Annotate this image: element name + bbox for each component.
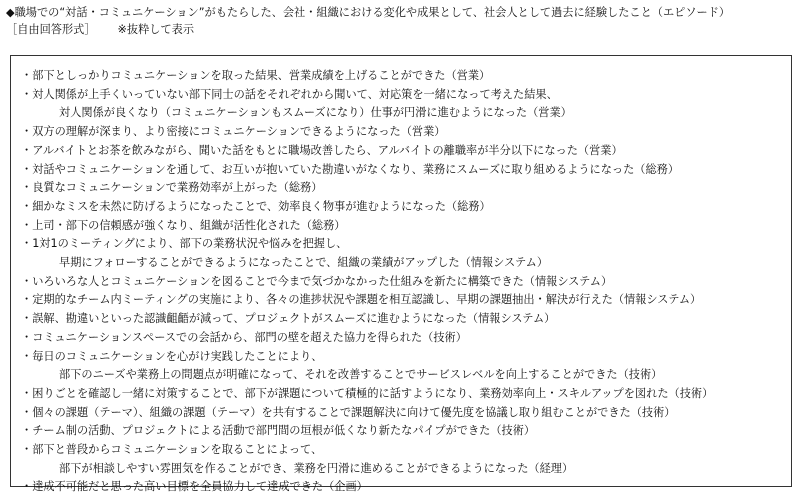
answer-item: ・対人関係が上手くいっていない部下同士の話をそれぞれから聞いて、対応策を一緒になって考えた結果、 (21, 87, 558, 101)
answers-box (10, 55, 792, 494)
survey-header (6, 4, 796, 38)
answer-continuation-line: 部下が相談しやすい雰囲気を作ることができ、業務を円滑に進めることができるようになった（経理） (59, 461, 574, 475)
excerpt-note: ※抜粋して表示 (117, 23, 195, 36)
answer-continuation-line: 早期にフォローすることができるようになったことで、組織の業績がアップした（情報システム） (59, 256, 549, 270)
question-title: ◆職場での“対話・コミュニケーション”がもたらした、会社・組織における変化や成果として、社会人として過去に経験したこと（エピソード） (6, 6, 731, 19)
answer-continuation-line: 対人関係が良くなり（コミュニケーションもスムーズになり）仕事が円滑に進むようになった（営業） (59, 106, 572, 120)
answer-item: ・毎日のコミュニケーションを心がけ実践したことにより、 (21, 349, 323, 363)
answer-item: ・定期的なチーム内ミーティングの実施により、各々の進捗状況や課題を相互認識し、早期の課題抽出・解決が行えた（情報システム） (21, 293, 702, 307)
answer-item: ・チーム制の活動、プロジェクトによる活動で部門間の垣根が低くなり新たなパイプができた（技術） (21, 424, 536, 438)
answer-format-line (6, 21, 796, 38)
answer-item: ・細かなミスを未然に防げるようになったことで、効率良く物事が進むようになった（総務） (21, 199, 491, 213)
answer-item: ・アルバイトとお茶を飲みながら、聞いた話をもとに職場改善したら、アルバイトの離職率が半分以下になった（営業） (21, 143, 623, 157)
answer-list (21, 67, 791, 497)
answer-item: ・双方の理解が深まり、より密接にコミュニケーションできるようになった（営業） (21, 125, 446, 139)
answer-item: ・いろいろな人とコミュニケーションを図ることで今まで気づかなかった仕組みを新たに構築できた（情報システム） (21, 274, 613, 288)
answer-format-label: ［自由回答形式］ (6, 23, 96, 36)
answer-continuation-line: 部下のニーズや業務上の問題点が明確になって、それを改善することでサービスレベルを向上することができた（技術） (59, 368, 663, 382)
answer-item: ・部下と普段からコミュニケーションを取ることによって、 (21, 443, 323, 457)
answer-item: ・1対1のミーティングにより、部下の業務状況や悩みを把握し、 (21, 237, 348, 251)
answer-item: ・コミュニケーションスペースでの会話から、部門の壁を超えた協力を得られた（技術） (21, 330, 467, 344)
answer-item: ・良質なコミュニケーションで業務効率が上がった（総務） (21, 181, 323, 195)
answer-item: ・上司・部下の信頼感が強くなり、組織が活性化された（総務） (21, 218, 346, 232)
answer-item: ・部下としっかりコミュニケーションを取った結果、営業成績を上げることができた（営業） (21, 69, 491, 82)
answer-item: ・達成不可能だと思った高い目標を全員協力して達成できた（企画） (21, 480, 368, 494)
answer-item: ・誤解、勘違いといった認識齟齬が減って、プロジェクトがスムーズに進むようになった（情報システム） (21, 312, 556, 326)
answer-item: ・困りごとを確認し一緒に対策することで、部下が課題について積極的に話すようになり、業務効率向上・スキルアップを図れた（技術） (21, 386, 714, 400)
answer-item: ・対話やコミュニケーションを通して、お互いが抱いていた勘違いがなくなり、業務にスムーズに取り組めるようになった（総務） (21, 162, 680, 176)
answer-item: ・個々の課題（テーマ）、組織の課題（テーマ）を共有することで課題解決に向けて優先度を協議し取り組むことができた（技術） (21, 405, 676, 419)
